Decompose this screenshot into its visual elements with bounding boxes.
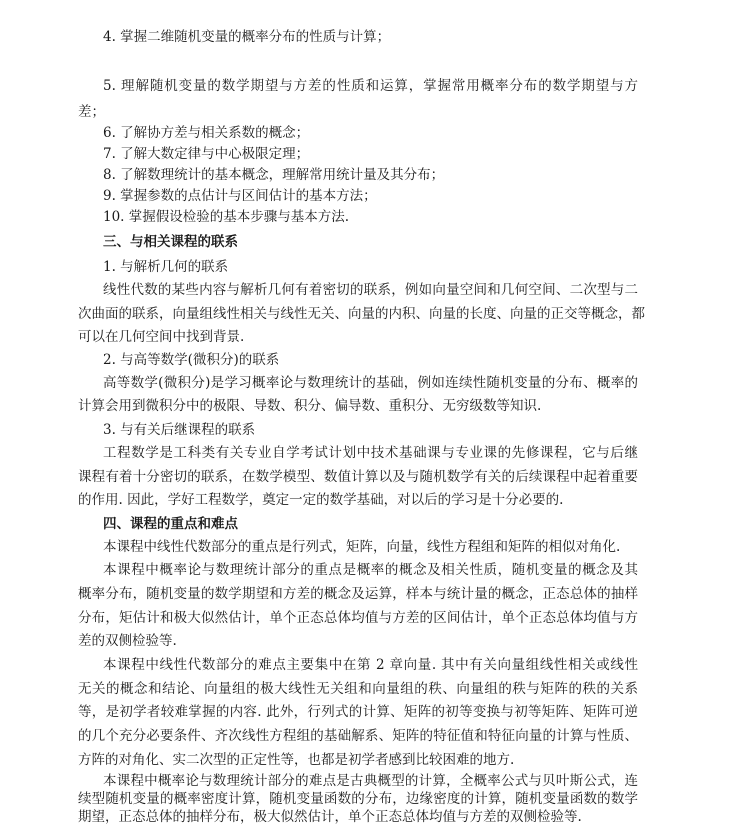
paragraph-line: 工程数学是工科类有关专业自学考试计划中技术基础课与专业课的先修课程，它与后继 <box>103 445 638 461</box>
paragraph-line: 无关的概念和结论、向量组的极大线性无关组和向量组的秩、向量组的秩与矩阵的秩的关系 <box>78 681 638 697</box>
objective-item-6: 6. 了解协方差与相关系数的概念； <box>103 125 310 141</box>
subsection-heading-3-3: 3. 与有关后继课程的联系 <box>103 422 256 438</box>
paragraph-line: 的作用. 因此，学好工程数学，奠定一定的数学基础，对以后的学习是十分必要的. <box>78 492 564 508</box>
paragraph-line: 本课程中概率论与数理统计部分的难点是古典概型的计算，全概率公式与贝叶斯公式，连 <box>103 773 638 789</box>
objective-item-7: 7. 了解大数定律与中心极限定理； <box>103 146 310 162</box>
objective-item-9: 9. 掌握参数的点估计与区间估计的基本方法； <box>103 188 377 204</box>
section-heading-3: 三、与相关课程的联系 <box>103 234 238 250</box>
paragraph-line: 分布，矩估计和极大似然估计，单个正态总体均值与方差的区间估计，单个正态总体均值与方 <box>78 610 638 626</box>
objective-item-5-cont: 差； <box>78 104 105 120</box>
paragraph-line: 次曲面的联系，向量组线性相关与线性无关、向量的内积、向量的长度、向量的正交等概念，都 <box>78 306 645 322</box>
subsection-heading-3-2: 2. 与高等数学(微积分)的联系 <box>103 352 280 368</box>
paragraph-line: 差的双侧检验等. <box>78 633 177 649</box>
paragraph-line: 线性代数的某些内容与解析几何有着密切的联系，例如向量空间和几何空间、二次型与二 <box>103 282 638 298</box>
paragraph-line: 期望，正态总体的抽样分布，极大似然估计，单个正态总体均值与方差的双侧检验等. <box>78 809 582 825</box>
objective-item-8: 8. 了解数理统计的基本概念，理解常用统计量及其分布； <box>103 167 445 183</box>
paragraph-line: 概率分布，随机变量的数学期望和方差的概念及运算，样本与统计量的概念，正态总体的抽样 <box>78 586 638 602</box>
paragraph-line: 计算会用到微积分中的极限、导数、积分、偏导数、重积分、无穷级数等知识. <box>78 398 542 414</box>
paragraph-line: 可以在几何空间中找到背景. <box>78 329 245 345</box>
paragraph-line: 本课程中线性代数部分的难点主要集中在第 2 章向量. 其中有关向量组线性相关或线性 <box>103 657 638 673</box>
paragraph-line: 本课程中线性代数部分的重点是行列式，矩阵，向量，线性方程组和矩阵的相似对角化. <box>103 539 621 555</box>
paragraph-line: 等，是初学者较难掌握的内容. 此外，行列式的计算、矩阵的初等变换与初等矩阵、矩阵可逆 <box>78 704 638 720</box>
subsection-heading-3-1: 1. 与解析几何的联系 <box>103 259 229 275</box>
objective-item-10: 10. 掌握假设检验的基本步骤与基本方法. <box>103 209 350 225</box>
paragraph-line: 续型随机变量的概率密度计算，随机变量函数的分布，边缘密度的计算，随机变量函数的数学 <box>78 791 638 807</box>
paragraph-line: 本课程中概率论与数理统计部分的重点是概率的概念及相关性质，随机变量的概念及其 <box>103 562 638 578</box>
paragraph-line: 高等数学(微积分)是学习概率论与数理统计的基础，例如连续性随机变量的分布、概率的 <box>103 375 638 391</box>
paragraph-line: 方阵的对角化、实二次型的正定性等，也都是初学者感到比较困难的地方. <box>78 752 515 768</box>
objective-item-4: 4. 掌握二维随机变量的概率分布的性质与计算； <box>103 29 391 45</box>
section-heading-4: 四、课程的重点和难点 <box>103 516 238 532</box>
paragraph-line: 的几个充分必要条件、齐次线性方程组的基础解系、矩阵的特征值和特征向量的计算与性质、 <box>78 728 638 744</box>
objective-item-5: 5. 理解随机变量的数学期望与方差的性质和运算，掌握常用概率分布的数学期望与方 <box>103 78 638 94</box>
paragraph-line: 课程有着十分密切的联系，在数学模型、数值计算以及与随机数学有关的后续课程中起着重要 <box>78 469 638 485</box>
